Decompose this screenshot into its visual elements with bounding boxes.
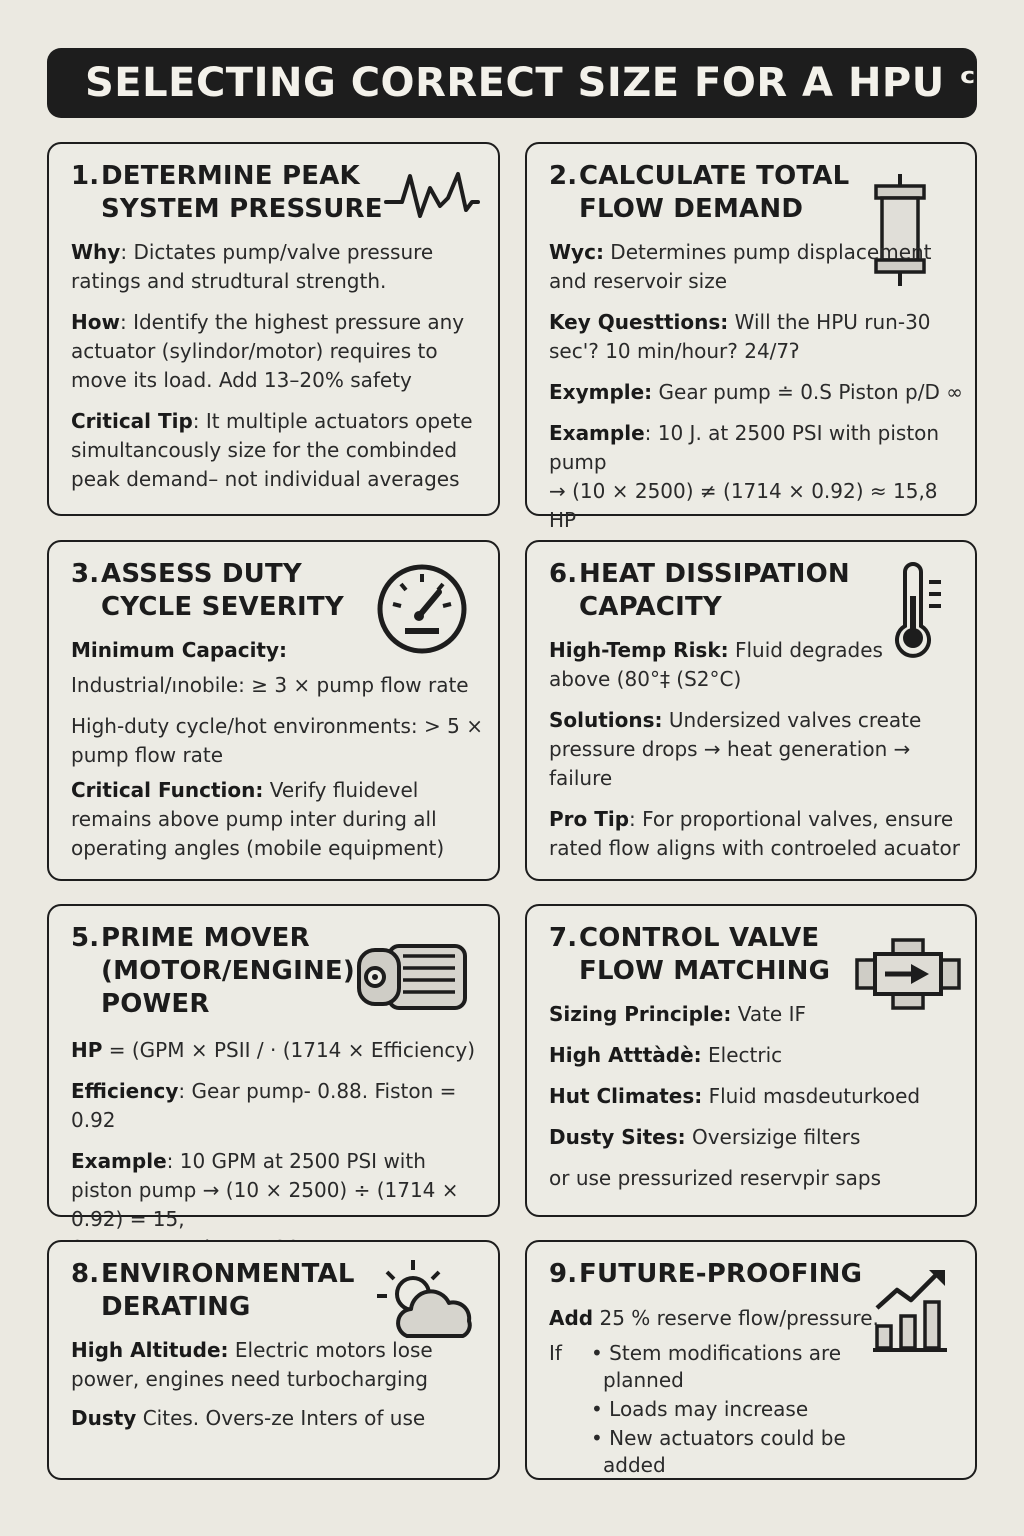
key-questions-label: Key Questtions: bbox=[549, 310, 729, 334]
why-label: Why bbox=[71, 240, 121, 264]
card-number: 7. bbox=[549, 923, 578, 953]
card-body-lower bbox=[549, 706, 967, 875]
card-number: 9. bbox=[549, 1259, 578, 1289]
card-environmental-derating bbox=[47, 1240, 500, 1480]
altitude-row bbox=[71, 1336, 490, 1394]
card-title bbox=[549, 558, 850, 624]
solutions-label: Solutions: bbox=[549, 708, 663, 732]
key-questions-row bbox=[549, 308, 967, 366]
example-label: Example bbox=[71, 1149, 167, 1173]
altitude-text: Electric bbox=[701, 1043, 783, 1067]
example-row bbox=[71, 1147, 490, 1234]
wyc-text: Determines pump displacement and reservoir size bbox=[549, 240, 932, 293]
sizing-label: Sizing Principle: bbox=[549, 1002, 732, 1026]
critical-function-label: Critical Function: bbox=[71, 778, 264, 802]
card-title-line2: DERATING bbox=[101, 1292, 251, 1322]
card-title-line2: CYCLE SEVERITY bbox=[101, 592, 344, 622]
motor-icon bbox=[355, 940, 471, 1014]
altitude-row bbox=[549, 1041, 967, 1070]
example-label: Example bbox=[549, 421, 645, 445]
dusty-row bbox=[71, 1404, 490, 1433]
hp-label: HP bbox=[71, 1038, 103, 1062]
card-future-proofing bbox=[525, 1240, 977, 1480]
example-calc-line: → (10 × 2500) ≠ (1714 × 0.92) ≈ 15,8 HP bbox=[549, 479, 938, 532]
key-questions-text: Will the HPU run-30 sec'? 10 min/hour? 24/7ʔ bbox=[549, 310, 931, 363]
risk-label: High-Temp Risk: bbox=[549, 638, 729, 662]
example-text: : 10 J. at 2500 PSI with piston pump bbox=[549, 421, 940, 474]
card-prime-mover bbox=[47, 904, 500, 1231]
card-title-line2: SYSTEM PRESSURE bbox=[101, 194, 383, 224]
card-title-line1: DETERMINE PEAK bbox=[101, 161, 360, 191]
sizing-text: Vate IF bbox=[731, 1002, 806, 1026]
card-number: 2. bbox=[549, 161, 578, 191]
hp-formula-text: = (GPM × PSII / · (1714 × Efficiency) bbox=[102, 1038, 476, 1062]
efficiency-label: Efficiency bbox=[71, 1079, 179, 1103]
reservoir-text: or use pressurized reservpir saps bbox=[549, 1166, 882, 1190]
bullet-item: • Loads may increase bbox=[591, 1397, 809, 1421]
card-body bbox=[549, 1000, 967, 1205]
how-row bbox=[71, 308, 490, 395]
altitude-text: Electric motors lose power, engines need turbocharging bbox=[71, 1338, 433, 1391]
wyc-row bbox=[549, 238, 967, 296]
page-title bbox=[47, 48, 977, 118]
card-title-line1: ASSESS DUTY bbox=[101, 559, 302, 589]
bullet-list bbox=[577, 1340, 885, 1481]
hut-climates-text: Fluid mɑsdeuturkoed bbox=[702, 1084, 921, 1108]
card-title-line1: HEAT DISSIPATION bbox=[579, 559, 850, 589]
critical-function-text: Verify fluidevel remains above pump inter during all operating angles (mobile equipment) bbox=[71, 778, 445, 860]
card-duty-cycle bbox=[47, 540, 500, 881]
card-title-line3: POWER bbox=[101, 989, 210, 1019]
altitude-label: High Atttàdè: bbox=[549, 1043, 702, 1067]
hp-formula-row bbox=[71, 1036, 490, 1065]
card-heat-dissipation bbox=[525, 540, 977, 881]
card-body bbox=[71, 1336, 490, 1445]
card-title-line1: ENVIRONMENTAL bbox=[101, 1259, 355, 1289]
card-number: 3. bbox=[71, 559, 100, 589]
if-text: If bbox=[549, 1341, 562, 1365]
hut-climates-label: Hut Climates: bbox=[549, 1084, 703, 1108]
sun-cloud-icon bbox=[371, 1254, 479, 1346]
card-title bbox=[549, 160, 849, 226]
dusty-text: Cites. Overs-ze Inters of use bbox=[136, 1406, 426, 1430]
card-control-valve bbox=[525, 904, 977, 1217]
add-label: Add bbox=[549, 1306, 594, 1330]
card-peak-pressure bbox=[47, 142, 500, 516]
card-number: 1. bbox=[71, 161, 100, 191]
pressure-wave-icon bbox=[384, 166, 480, 222]
card-number: 5. bbox=[71, 923, 100, 953]
card-title bbox=[549, 922, 830, 988]
dusty-label: Dusty bbox=[71, 1406, 137, 1430]
tip-label: Critical Tip bbox=[71, 409, 193, 433]
tip-row bbox=[71, 407, 490, 494]
exymple-text: Gear pump ≐ 0.S Piston p/D ∞ bbox=[652, 380, 963, 404]
dusty-sites-text: Oversizige filters bbox=[685, 1125, 861, 1149]
card-body bbox=[549, 636, 911, 706]
efficiency-text: : Gear pump- 0.88. Fiston = 0.92 bbox=[71, 1079, 457, 1132]
efficiency-row bbox=[71, 1077, 490, 1135]
pro-tip-row bbox=[549, 805, 967, 863]
solutions-row bbox=[549, 706, 967, 793]
card-title bbox=[549, 1258, 862, 1291]
exymple-row bbox=[549, 378, 967, 407]
risk-text: Fluid degrades above (80°‡ (S2°C) bbox=[549, 638, 883, 691]
exymple-label: Exymple: bbox=[549, 380, 653, 404]
altitude-label: High Altitude: bbox=[71, 1338, 229, 1362]
card-title-line1: CALCULATE TOTAL bbox=[579, 161, 850, 191]
pro-tip-label: Pro Tip bbox=[549, 807, 630, 831]
wyc-label: Wyc: bbox=[549, 240, 604, 264]
industrial-text: Industrial/ınobile: ≥ 3 × pump flow rate bbox=[71, 673, 469, 697]
card-body bbox=[71, 1036, 490, 1263]
why-row bbox=[71, 238, 490, 296]
card-body bbox=[71, 238, 490, 506]
hut-climates-row bbox=[549, 1082, 967, 1111]
high-duty-text: High-duty cycle/hot environments: > 5 × pump flow rate bbox=[71, 714, 483, 767]
add-row bbox=[549, 1304, 879, 1333]
card-title bbox=[71, 558, 344, 624]
sizing-row bbox=[549, 1000, 967, 1029]
page-title-text: SELECTING CORRECT SIZE FOR A HPU ᶜ bbox=[85, 60, 977, 106]
min-capacity-label: Minimum Capacity: bbox=[71, 638, 288, 662]
risk-row bbox=[549, 636, 911, 694]
card-title-line2: CAPACITY bbox=[579, 592, 722, 622]
card-body bbox=[549, 238, 967, 564]
bullet-item: • Stem modifications are planned bbox=[591, 1341, 842, 1392]
card-title bbox=[71, 922, 355, 1021]
card-flow-demand bbox=[525, 142, 977, 532]
how-label: How bbox=[71, 310, 120, 334]
card-title bbox=[71, 1258, 355, 1324]
min-capacity-row bbox=[71, 636, 490, 665]
card-title-line1: PRIME MOVER bbox=[101, 923, 310, 953]
card-title-line2: (MOTOR/ENGINE) bbox=[101, 956, 355, 986]
card-title-line1: CONTROL VALVE bbox=[579, 923, 820, 953]
how-text: : Identify the highest pressure any actuator (sylindor/motor) requires to move its load. Add 13–20% safety bbox=[71, 310, 465, 392]
pro-tip-text: : For proportional valves, ensure rated flow aligns with controeled acuator bbox=[549, 807, 961, 860]
card-number: 6. bbox=[549, 559, 578, 589]
card-title-line2: FLOW DEMAND bbox=[579, 194, 804, 224]
card-title-line1: FUTURE-PROOFING bbox=[579, 1259, 863, 1289]
why-text: : Dictates pump/valve pressure ratings and strudtural strength. bbox=[71, 240, 434, 293]
example-text: : 10 GPM at 2500 PSI with piston pump → (10 × 2500) ÷ (1714 × 0.92) = 15, bbox=[71, 1149, 459, 1231]
critical-function-row bbox=[71, 776, 490, 863]
example-row bbox=[549, 419, 967, 477]
dusty-sites-label: Dusty Sites: bbox=[549, 1125, 686, 1149]
card-title-line2: FLOW MATCHING bbox=[579, 956, 831, 986]
card-number: 8. bbox=[71, 1259, 100, 1289]
dusty-sites-row bbox=[549, 1123, 967, 1152]
add-text: 25 % reserve flow/pressure. bbox=[593, 1306, 879, 1330]
card-body bbox=[71, 636, 490, 875]
solutions-text: Undersized valves create pressure drops → heat generation → failure bbox=[549, 708, 922, 790]
card-title bbox=[71, 160, 383, 226]
tip-text: : It multiple actuators opete simultancously size for the combinded peak demand– not individual averages bbox=[71, 409, 473, 491]
bullet-item: • New actuators could be added bbox=[591, 1426, 846, 1477]
